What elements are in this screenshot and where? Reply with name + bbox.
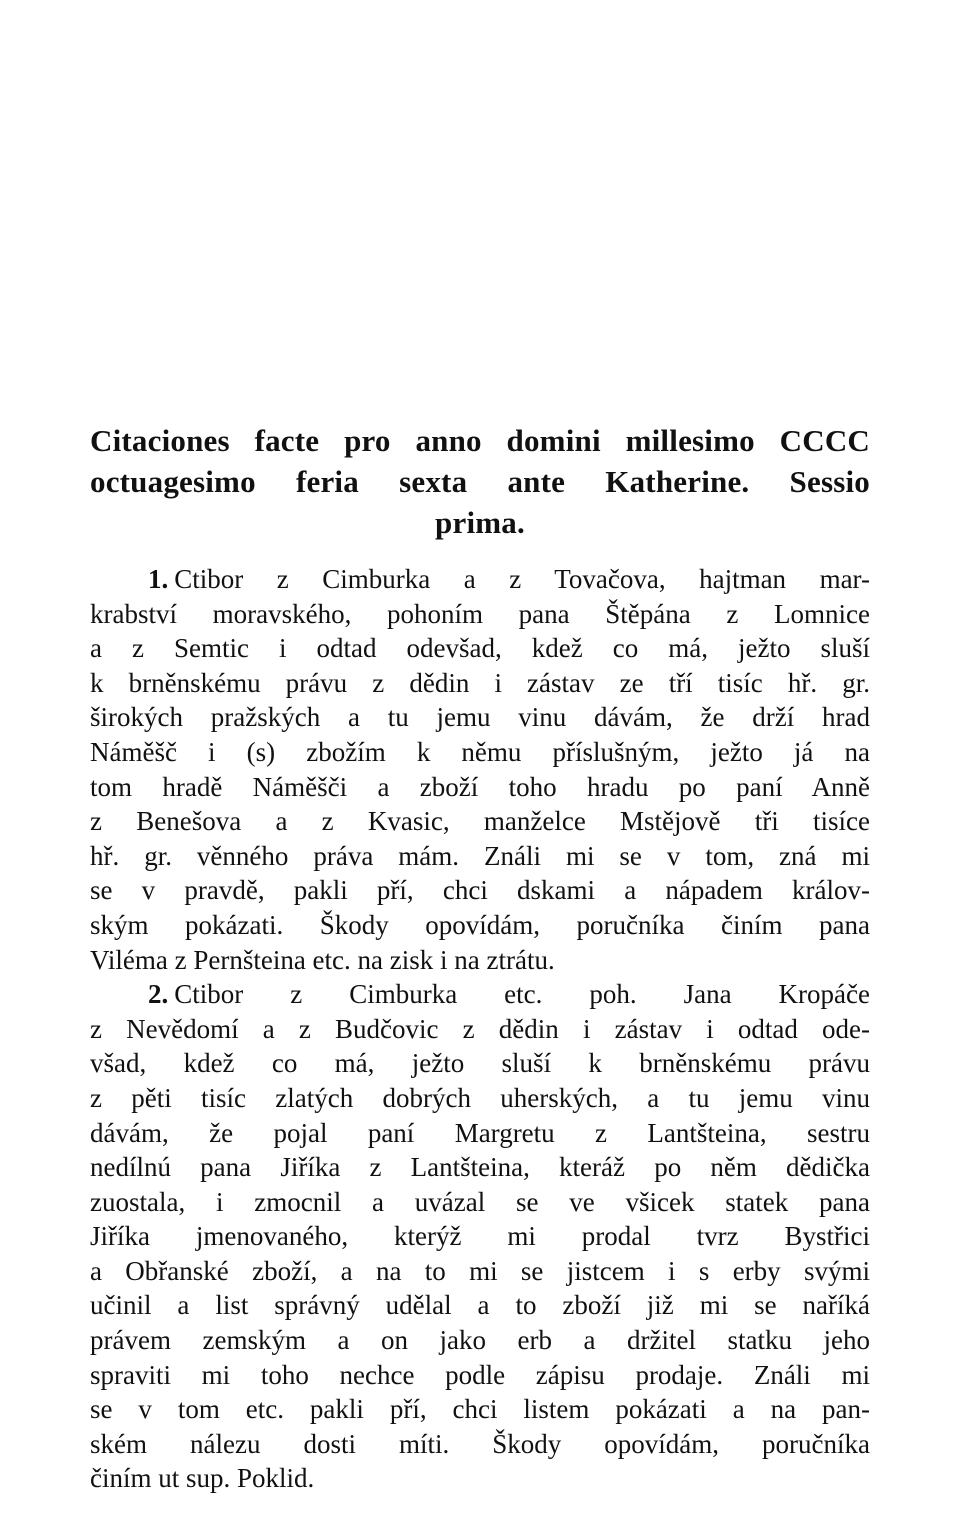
- entry-1-line: [90, 562, 870, 597]
- entry-2-line: činím ut sup. Poklid.: [90, 1463, 315, 1494]
- entry-2-line: z pěti tisíc zlatých dobrých uherských, a tu jemu vinu: [90, 1082, 870, 1113]
- entry-1-line: Viléma z Pernšteina etc. na zisk i na ztrátu.: [90, 944, 555, 975]
- entry-1-line: hř. gr. věnného práva mám. Ználi mi se v tom, zná mi: [90, 840, 870, 871]
- entry-1-line: krabství moravského, pohoním pana Štěpána z Lomnice: [90, 598, 870, 629]
- entry-2-line: všad, kdež co má, ježto sluší k brněnskému právu: [90, 1048, 870, 1079]
- section-heading: [90, 420, 870, 543]
- entry-1-line: Náměšč i (s) zbožím k němu příslušným, ježto já na: [90, 736, 870, 767]
- entry-2-line: dávám, že pojal paní Margretu z Lantšteina, sestru: [90, 1117, 870, 1148]
- heading-line: octuagesimo feria sexta ante Katherine. Sessio: [90, 464, 870, 499]
- heading-line: Citaciones facte pro anno domini millesimo CCCC: [90, 423, 870, 458]
- entry-1-line: se v pravdě, pakli pří, chci dskami a nápadem králov-: [90, 875, 870, 906]
- entry-2-line: nedílnú pana Jiříka z Lantšteina, kteráž po něm dědička: [90, 1152, 870, 1183]
- entry-1-line: a z Semtic i odtad odevšad, kdež co má, ježto sluší: [90, 633, 870, 664]
- entry-2-line: ském nálezu dosti míti. Škody opovídám, poručníka: [90, 1428, 870, 1459]
- entry-1-line: k brněnskému právu z dědin i zástav ze tří tisíc hř. gr.: [90, 667, 870, 698]
- entry-2-line: z Nevědomí a z Budčovic z dědin i zástav i odtad ode-: [90, 1013, 870, 1044]
- entry-2-line: spraviti mi toho nechce podle zápisu prodaje. Ználi mi: [90, 1359, 870, 1390]
- entry-2-line: se v tom etc. pakli pří, chci listem pokázati a na pan-: [90, 1394, 870, 1425]
- entry-text: Ctibor z Cimburka etc. poh. Jana Kropáče: [174, 979, 870, 1010]
- entry-2-line: právem zemským a on jako erb a držitel statku jeho: [90, 1325, 870, 1356]
- entry-1-line: z Benešova a z Kvasic, manželce Mstějově tři tisíce: [90, 806, 870, 837]
- entry-2-line: učinil a list správný udělal a to zboží již mi se naříká: [90, 1290, 870, 1321]
- entry-1-line: tom hradě Náměšči a zboží toho hradu po paní Anně: [90, 771, 870, 802]
- entry-text: Ctibor z Cimburka a z Tovačova, hajtman mar-: [174, 564, 870, 594]
- entry-2-line: [90, 977, 870, 1012]
- body-text: [90, 562, 870, 1496]
- heading-line: prima.: [435, 505, 525, 540]
- entry-2-line: zuostala, i zmocnil a uvázal se ve všicek statek pana: [90, 1186, 870, 1217]
- entry-1-line: ským pokázati. Škody opovídám, poručníka činím pana: [90, 909, 870, 940]
- entry-2-line: Jiříka jmenovaného, kterýž mi prodal tvrz Bystřici: [90, 1221, 870, 1252]
- entry-number: 1.: [148, 564, 169, 594]
- entry-2-line: a Obřanské zboží, a na to mi se jistcem i s erby svými: [90, 1255, 870, 1286]
- entry-number: 2.: [148, 979, 169, 1010]
- entry-1-line: širokých pražských a tu jemu vinu dávám, že drží hrad: [90, 702, 870, 733]
